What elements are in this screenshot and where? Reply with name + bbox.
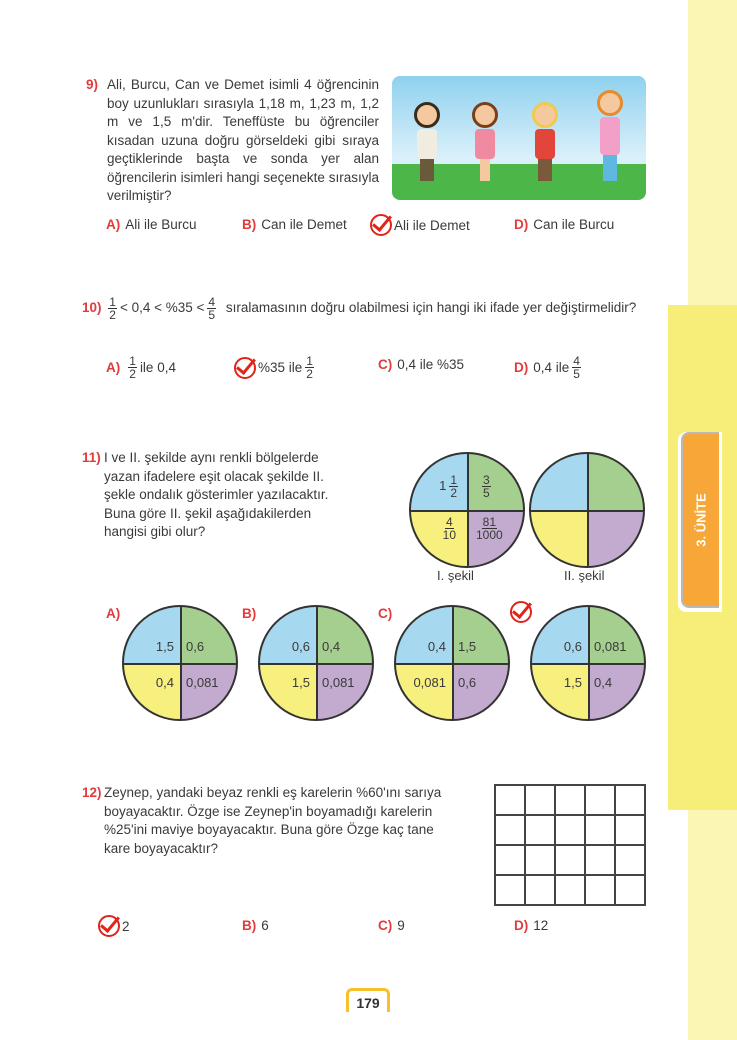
- q11-option-b-pie[interactable]: 0,6 0,4 1,5 0,081: [258, 605, 374, 721]
- q11-option-a-pie[interactable]: 1,5 0,6 0,4 0,081: [122, 605, 238, 721]
- q11-option-c-label[interactable]: C): [378, 606, 393, 621]
- q10-option-d[interactable]: D) 0,4 ile $\frac{4}{5}$: [514, 354, 580, 381]
- unit-tab-label: 3. ÜNİTE: [693, 493, 709, 547]
- check-mark-icon: [234, 357, 256, 379]
- figure-1-pie: 1 $\frac{1}{2}$ $\frac{3}{5}$ $\frac{4}{10}$ $\frac{81}{1000}$: [409, 452, 525, 568]
- q10-option-c[interactable]: C) 0,4 ile %35: [378, 357, 465, 372]
- figure-1-caption: I. şekil: [437, 568, 474, 583]
- page-number: 179: [346, 988, 390, 1012]
- q9-option-b[interactable]: B) Can ile Demet: [242, 217, 347, 232]
- q9-number: 9): [86, 77, 99, 92]
- check-mark-icon: [98, 915, 120, 937]
- figure-2-caption: II. şekil: [564, 568, 605, 583]
- square-grid: [494, 784, 646, 906]
- q9-option-d[interactable]: D) Can ile Burcu: [514, 217, 615, 232]
- check-mark-icon: [510, 601, 532, 623]
- q11-option-b-label[interactable]: B): [242, 606, 257, 621]
- q12-option-a[interactable]: 2: [98, 915, 130, 937]
- q11-text: I ve II. şekilde aynı renkli bölgelerde yazan ifadelere eşit olacak şekilde II. şekle ondalık gösterimler yazılacaktır. Buna göre II. şekil aşağıdakilerden hangisi gibi olur?: [104, 450, 329, 539]
- q12-option-c[interactable]: C) 9: [378, 918, 405, 933]
- q12-number: 12): [82, 785, 102, 800]
- q11-number: 11): [82, 450, 101, 465]
- q11-option-d-pie[interactable]: 0,6 0,081 1,5 0,4: [530, 605, 646, 721]
- q11-option-d-label[interactable]: [510, 601, 534, 623]
- q9-option-c[interactable]: Ali ile Demet: [370, 214, 470, 236]
- q12-option-d[interactable]: D) 12: [514, 918, 549, 933]
- q11-option-a-label[interactable]: A): [106, 606, 121, 621]
- q12-text: Zeynep, yandaki beyaz renkli eş karelerin %60'ını sarıya boyayacaktır. Özge ise Zeynep'in boyamadığı karelerin %25'ini maviye boyayacaktır. Buna göre Özge kaç tane kare boyayacaktır?: [104, 785, 442, 856]
- q11-option-c-pie[interactable]: 0,4 1,5 0,081 0,6: [394, 605, 510, 721]
- q10-option-a[interactable]: A) $\frac{1}{2}$ ile 0,4: [106, 354, 176, 381]
- q10-option-b[interactable]: %35 ile $\frac{1}{2}$: [234, 355, 317, 380]
- q9-text: Ali, Burcu, Can ve Demet isimli 4 öğrencinin boy uzunlukları sırasıyla 1,18 m, 1,23 m, 1,2 m ve 1,5 m'dir. Teneffüste bu öğrenciler kısadan uzuna doğru görseldeki gibi sıraya geçtiklerinde başta ve sonda yer alan öğrencilerin isimleri hangi seçenekte sırasıyla verilmiştir?: [107, 77, 379, 203]
- children-illustration: [392, 76, 646, 200]
- check-mark-icon: [370, 214, 392, 236]
- figure-2-pie: [529, 452, 645, 568]
- q9-option-a[interactable]: A) Ali ile Burcu: [106, 217, 197, 232]
- q10-text: 10) $\frac{1}{2}$ < 0,4 < %35 < $\frac{4}{5}$ sıralamasının doğru olabilmesi için hangi iki ifade yer değiştirmelidir?: [82, 295, 637, 322]
- q12-option-b[interactable]: B) 6: [242, 918, 269, 933]
- unit-tab: [678, 432, 722, 612]
